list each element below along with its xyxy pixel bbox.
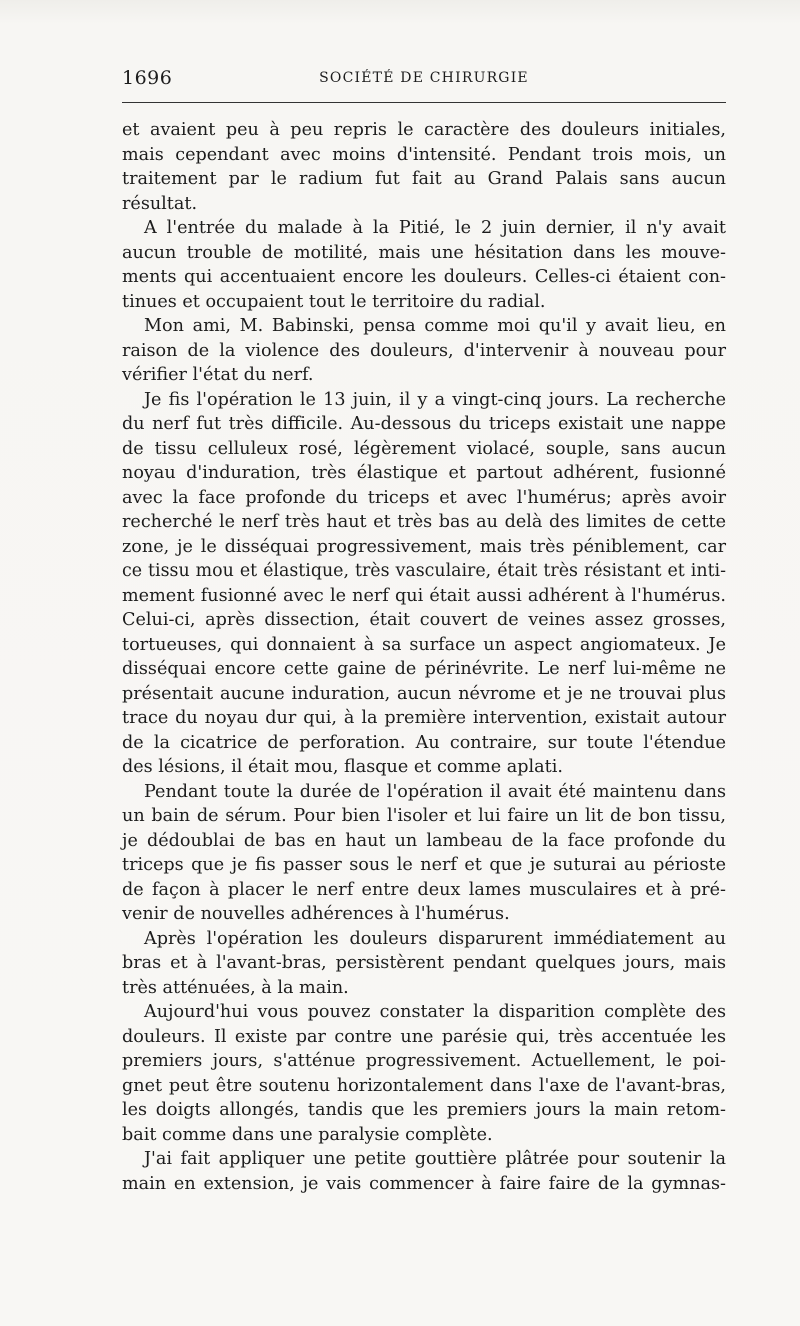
text-line: bras et à l'avant-bras, persistèrent pendant quelques jours, mais <box>122 953 726 973</box>
text-line: bait comme dans une paralysie complète. <box>122 1124 493 1145</box>
text-line: Celui-ci, après dissection, était couvert de veines assez grosses, <box>122 610 726 630</box>
text-line: J'ai fait appliquer une petite gouttière plâtrée pour soutenir la <box>144 1149 726 1169</box>
text-line: zone, je le disséquai progressivement, mais très péniblement, car <box>122 536 726 557</box>
text-line: présentait aucune induration, aucun névrome et je ne trouvai plus <box>122 683 726 704</box>
text-line: Je fis l'opération le 13 juin, il y a vingt-cinq jours. La recherche <box>144 389 726 410</box>
text-line: ce tissu mou et élastique, très vasculaire, était très résistant et inti- <box>122 561 726 581</box>
text-line: mais cependant avec moins d'intensité. Pendant trois mois, un <box>122 144 726 165</box>
running-head: SOCIÉTÉ DE CHIRURGIE <box>319 70 529 86</box>
text-line: tortueuses, qui donnaient à sa surface un aspect angiomateux. Je <box>122 634 726 655</box>
text-line: raison de la violence des douleurs, d'intervenir à nouveau pour <box>122 340 726 361</box>
text-line: très atténuées, à la main. <box>122 977 349 998</box>
text-line: Pendant toute la durée de l'opération il avait été maintenu dans <box>144 781 726 802</box>
text-line: main en extension, je vais commencer à faire faire de la gymnas- <box>122 1173 726 1194</box>
text-line: noyau d'induration, très élastique et partout adhérent, fusionné <box>122 463 726 483</box>
text-line: vérifier l'état du nerf. <box>122 365 314 385</box>
text-line: aucun trouble de motilité, mais une hésitation dans les mouve- <box>122 242 726 263</box>
text-line: trace du noyau dur qui, à la première intervention, existait autour <box>122 708 726 728</box>
text-line: triceps que je fis passer sous le nerf et que je suturai au périoste <box>122 855 726 875</box>
page-header <box>122 66 726 90</box>
text-line: tinues et occupaient tout le territoire du radial. <box>122 291 546 312</box>
text-line: les doigts allongés, tandis que les premiers jours la main retom- <box>122 1100 726 1120</box>
text-line: gnet peut être soutenu horizontalement dans l'axe de l'avant-bras, <box>122 1075 726 1096</box>
text-line: A l'entrée du malade à la Pitié, le 2 juin dernier, il n'y avait <box>144 218 726 238</box>
text-line: un bain de sérum. Pour bien l'isoler et lui faire un lit de bon tissu, <box>122 806 726 826</box>
text-line: de la cicatrice de perforation. Au contraire, sur toute l'étendue <box>122 732 726 753</box>
text-line: avec la face profonde du triceps et avec l'humérus; après avoir <box>122 487 726 508</box>
text-line: ments qui accentuaient encore les douleurs. Celles-ci étaient con- <box>122 267 726 287</box>
header-rule <box>122 102 726 103</box>
text-line: douleurs. Il existe par contre une parésie qui, très accentuée les <box>122 1026 726 1047</box>
text-line: premiers jours, s'atténue progressivement. Actuellement, le poi- <box>122 1051 726 1071</box>
text-line: Mon ami, M. Babinski, pensa comme moi qu'il y avait lieu, en <box>144 316 726 336</box>
text-line: du nerf fut très difficile. Au-dessous du triceps existait une nappe <box>122 414 726 434</box>
text-line: disséquai encore cette gaine de périnévrite. Le nerf lui-même ne <box>122 659 726 679</box>
body-text <box>122 118 726 1196</box>
text-line: des lésions, il était mou, flasque et comme aplati. <box>122 757 563 777</box>
text-line: et avaient peu à peu repris le caractère des douleurs initiales, <box>122 120 726 140</box>
text-line: je dédoublai de bas en haut un lambeau de la face profonde du <box>122 830 726 851</box>
text-line: résultat. <box>122 193 198 214</box>
text-line: mement fusionné avec le nerf qui était aussi adhérent à l'humérus. <box>122 585 726 606</box>
text-line: traitement par le radium fut fait au Grand Palais sans aucun <box>122 169 726 189</box>
text-line: Aujourd'hui vous pouvez constater la disparition complète des <box>144 1002 726 1022</box>
text-line: venir de nouvelles adhérences à l'humérus. <box>122 904 510 924</box>
text-line: recherché le nerf très haut et très bas au delà des limites de cette <box>122 512 726 532</box>
page-number: 1696 <box>122 67 173 89</box>
text-line: Après l'opération les douleurs disparurent immédiatement au <box>144 928 726 949</box>
text-line: de façon à placer le nerf entre deux lames musculaires et à pré- <box>122 879 726 900</box>
text-line: de tissu celluleux rosé, légèrement violacé, souple, sans aucun <box>122 438 726 459</box>
